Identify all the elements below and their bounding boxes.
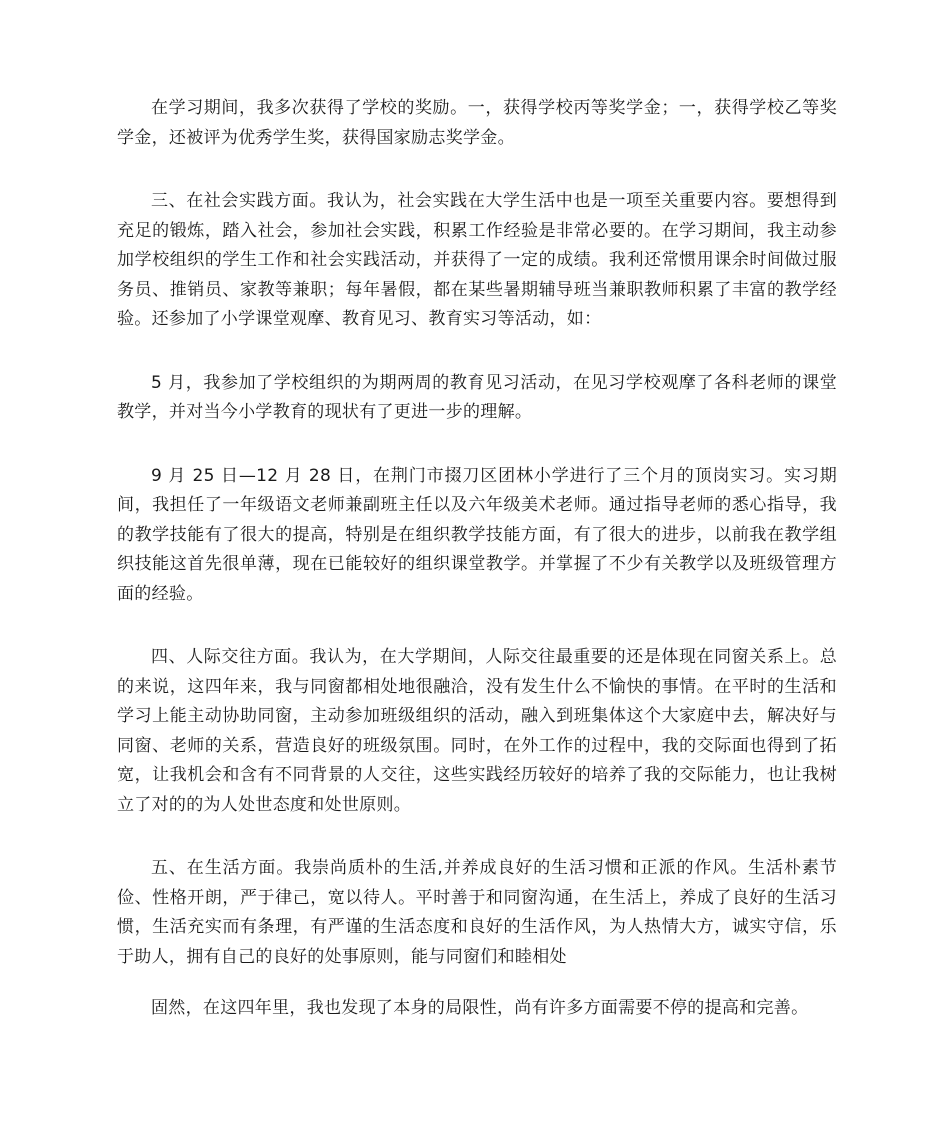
paragraph-gap <box>117 153 837 187</box>
paragraph-gap <box>117 972 837 994</box>
paragraph-gap <box>117 335 837 369</box>
paragraph-gap <box>117 609 837 643</box>
paragraph-internship: 9 月 25 日—12 月 28 日，在荆门市掇刀区团林小学进行了三个月的顶岗实习。实习期间，我担任了一年级语文老师兼副班主任以及六年级美术老师。通过指导老师的悉心指导，我的教学技能有了很大的提高，特别是在组织教学技能方面，有了很大的进步，以前我在教学组织技能这首先很单薄，现在已能较好的组织课堂教学。并掌握了不少有关教学以及班级管理方面的经验。 <box>117 465 837 604</box>
document-body <box>117 94 837 1024</box>
paragraph-may-observation: 5 月，我参加了学校组织的为期两周的教育见习活动，在见习学校观摩了各科老师的课堂教学，并对当今小学教育的现状有了更进一步的理解。 <box>117 372 837 422</box>
paragraph-conclusion: 固然，在这四年里，我也发现了本身的局限性，尚有许多方面需要不停的提高和完善。 <box>151 998 809 1018</box>
paragraph-life: 五、在生活方面。我崇尚质朴的生活,并养成良好的生活习惯和正派的作风。生活朴素节俭、性格开朗，严于律己，宽以待人。平时善于和同窗沟通，在生活上，养成了良好的生活习惯，生活充实而有条理，有严谨的生活态度和良好的生活作风，为人热情大方，诚实守信，乐于助人，拥有自己的良好的处事原则，能与同窗们和睦相处 <box>117 858 837 967</box>
paragraph-gap <box>117 820 837 854</box>
paragraph-gap <box>117 428 837 462</box>
paragraph-social-practice: 三、在社会实践方面。我认为，社会实践在大学生活中也是一项至关重要内容。要想得到充足的锻炼，踏入社会，参加社会实践，积累工作经验是非常必要的。在学习期间，我主动参加学校组织的学生工作和社会实践活动，并获得了一定的成绩。我利还常惯用课余时间做过服务员、推销员、家教等兼职；每年暑假，都在某些暑期辅导班当兼职教师积累了丰富的教学经验。还参加了小学课堂观摩、教育见习、教育实习等活动，如： <box>117 191 837 329</box>
paragraph-awards: 在学习期间，我多次获得了学校的奖励。一，获得学校丙等奖学金；一，获得学校乙等奖学金，还被评为优秀学生奖，获得国家励志奖学金。 <box>117 98 837 148</box>
paragraph-interpersonal: 四、人际交往方面。我认为，在大学期间，人际交往最重要的还是体现在同窗关系上。总的来说，这四年来，我与同窗都相处地很融洽，没有发生什么不愉快的事情。在平时的生活和学习上能主动协助同窗，主动参加班级组织的活动，融入到班集体这个大家庭中去，解决好与同窗、老师的关系，营造良好的班级氛围。同时，在外工作的过程中，我的交际面也得到了拓宽，让我机会和含有不同背景的人交往，这些实践经历较好的培养了我的交际能力，也让我树立了对的的为人处世态度和处世原则。 <box>117 647 837 815</box>
